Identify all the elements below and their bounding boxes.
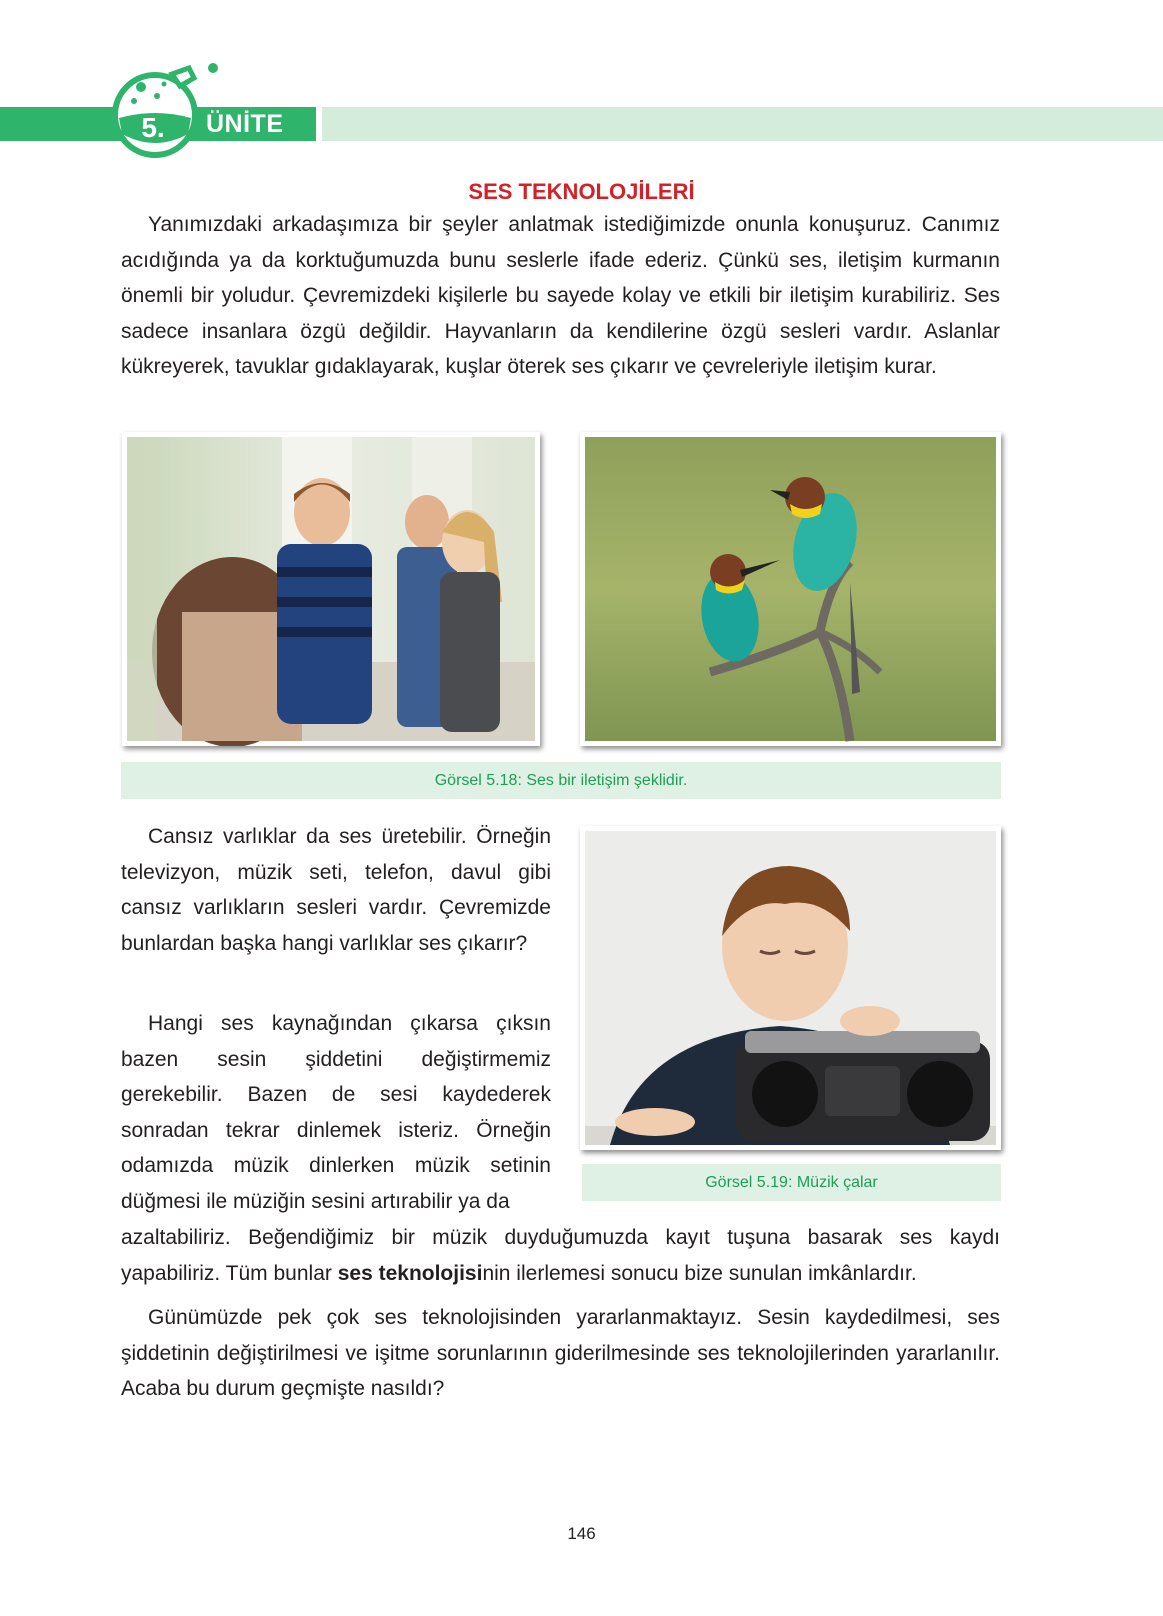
unit-header-band-light	[322, 107, 1163, 141]
section-title: SES TEKNOLOJİLERİ	[468, 179, 695, 204]
volume-paragraph: Hangi ses kaynağından çıkarsa çıksın bazen sesin şiddetini değiştirmemiz gerekebilir. Bazen de sesi kaydederek sonradan tekrar dinlemek isteriz. Örneğin odamızda müzik dinlerken müzik setinin düğmesi ile müziğin sesini artırabilir ya da	[121, 1012, 551, 1213]
ses-teknolojisi-term: ses teknolojisi	[337, 1261, 483, 1285]
volume-paragraph-end: nin ilerlemesi sonucu bize sunulan imkânlardır.	[482, 1261, 917, 1285]
photo-bee-eater-birds	[580, 432, 1001, 746]
sound-technology-paragraph: Günümüzde pek çok ses teknolojisinden yararlanmaktayız. Sesin kaydedilmesi, ses şiddetinin değiştirilmesi ve işitme sorunlarının giderilmesinde ses teknolojilerinden yararlanılır. Acaba bu durum geçmişte nasıldı?	[121, 1306, 1000, 1401]
volume-paragraph-text: azaltabiliriz. Beğendiğimiz bir müzik duyduğumuzda kayıt tuşuna basarak ses kaydı yapabiliriz. Tüm bunlar	[121, 1226, 1000, 1285]
figure-caption-5-18: Görsel 5.18: Ses bir iletişim şeklidir.	[121, 762, 1001, 799]
intro-paragraph: Yanımızdaki arkadaşımıza bir şeyler anlatmak istediğimizde onunla konuşuruz. Canımız acıdığında ya da korktuğumuzda bunu seslerle ifade ederiz. Çünkü ses, iletişim kurmanın önemli bir yoludur. Çevremizdeki kişilerle bu sayede kolay ve etkili bir iletişim kurabiliriz. Ses sadece insanlara özgü değildir. Hayvanların da kendilerine özgü sesleri vardır. Aslanlar kükreyerek, tavuklar gıdaklayarak, kuşlar öterek ses çıkarır ve çevreleriyle iletişim kurar.	[121, 213, 1000, 379]
figure-caption-5-19: Görsel 5.19: Müzik çalar	[582, 1164, 1001, 1201]
photo-children-talking	[122, 432, 540, 746]
volume-paragraph-continued	[121, 1220, 1000, 1291]
inanimate-objects-paragraph: Cansız varlıklar da ses üretebilir. Örneğin televizyon, müzik seti, telefon, davul gibi cansız varlıkların sesleri vardır. Çevremizde bunlardan başka hangi varlıklar ses çıkarır?	[121, 825, 551, 955]
unit-label: ÜNİTE	[206, 110, 284, 138]
page-number: 146	[567, 1524, 596, 1543]
svg-text:5.: 5.	[141, 112, 165, 143]
photo-boy-music-player	[580, 826, 1001, 1150]
